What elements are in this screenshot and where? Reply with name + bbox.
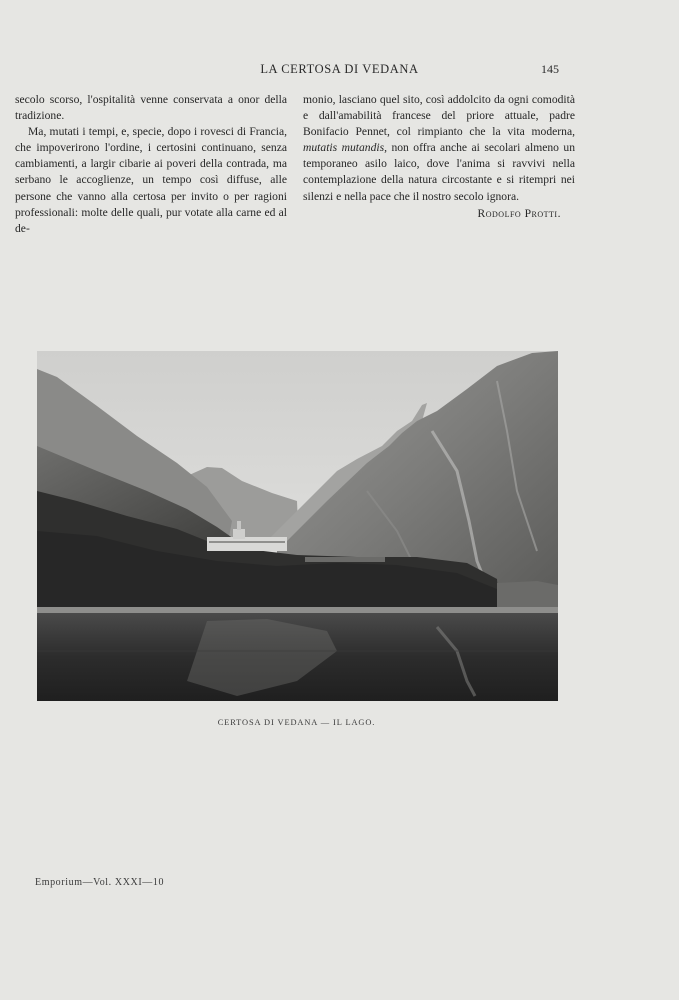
lake-photograph — [37, 351, 558, 701]
page-header — [0, 62, 679, 78]
running-title: LA CERTOSA DI VEDANA — [260, 62, 419, 76]
latin-phrase: mutatis mutandis, — [303, 141, 387, 155]
right-text-column — [303, 92, 575, 222]
page-number: 145 — [541, 62, 559, 76]
left-text-column — [15, 92, 287, 237]
page-footer: Emporium—Vol. XXXI—10 — [35, 877, 165, 888]
left-paragraph-1: secolo scorso, l'ospitalità venne conservata a onor della tradizione. — [15, 93, 287, 123]
lake-photograph-drawing — [37, 351, 558, 701]
right-paragraph-text-1: monio, lasciano quel sito, così addolcito da ogni comodità e dall'amabilità francese del priore attuale, padre Bonifacio Pennet, col rimpianto che la vita moderna, — [303, 93, 575, 139]
certosa-building — [207, 537, 287, 551]
figure-caption: CERTOSA DI VEDANA — IL LAGO. — [217, 718, 376, 727]
right-paragraph-1 — [303, 92, 575, 205]
left-paragraph-2: Ma, mutati i tempi, e, specie, dopo i rovesci di Francia, che impoverirono l'ordine, i certosini continuano, senza cambiamenti, a largir cibarie ai poveri della contrada, ma serbano le accoglienze, un tempo così diffuse, alle persone che vanno alla certosa per invito o per ragioni professionali: molte delle quali, pur votate alla carne ed al de- — [15, 125, 287, 235]
author-signature: Rodolfo Protti. — [477, 206, 561, 220]
right-paragraph-text-2: non offra anche ai secolari almeno un temporaneo asilo laico, dove l'anima si ravvivi nella contemplazione della natura circostante e si ritempri nei silenzi e nella pace che il nostro secolo ignora. — [303, 141, 575, 203]
